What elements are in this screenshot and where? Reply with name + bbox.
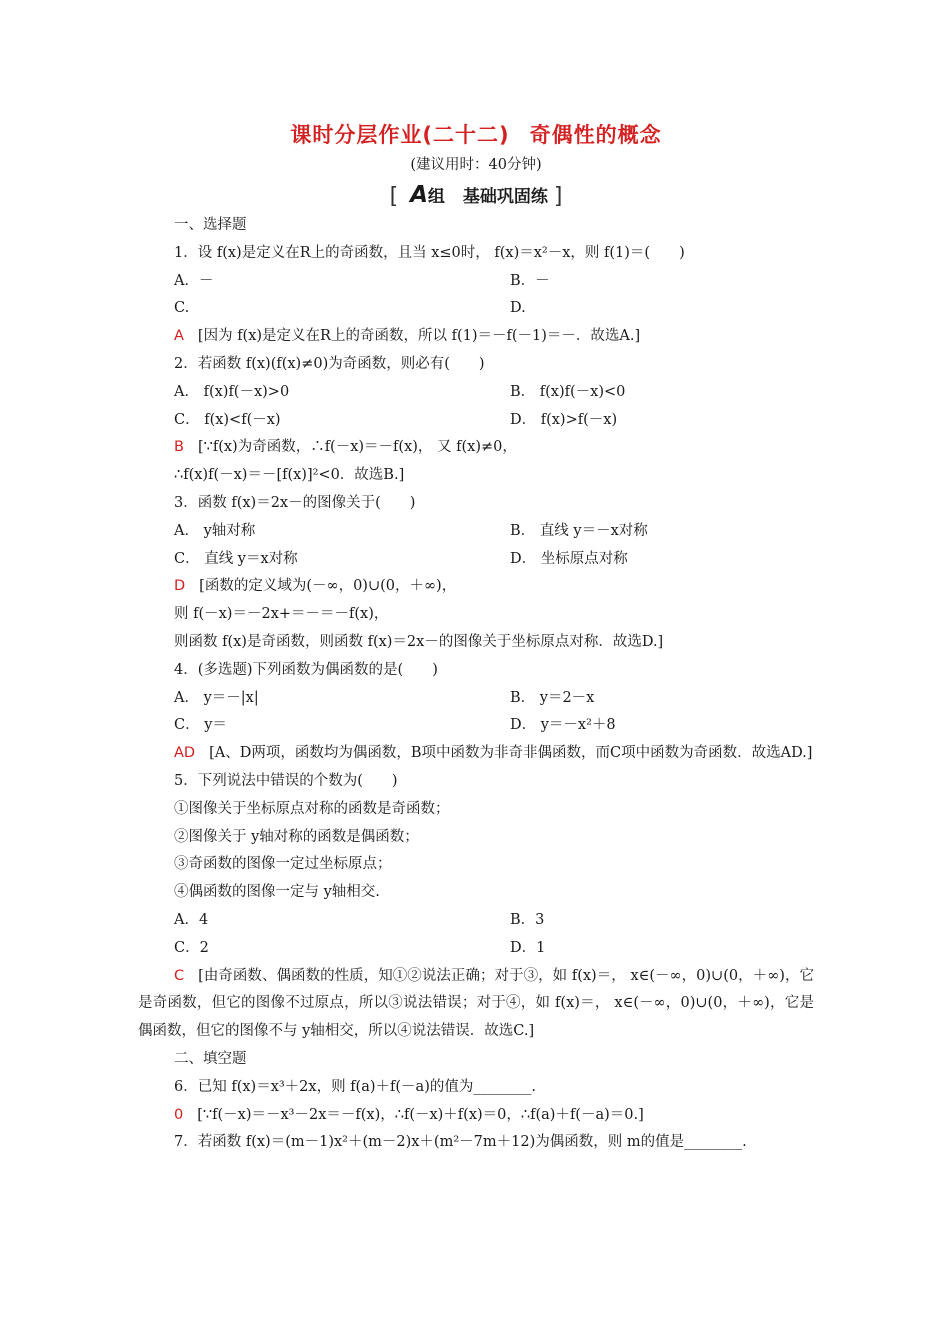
- q5-options-ab: [138, 907, 814, 935]
- q1-explanation: [因为 f(x)是定义在R上的奇函数，所以 f(1)＝－f(－1)＝－．故选A.]: [197, 328, 641, 345]
- section-heading-fill: 二、填空题: [174, 1050, 247, 1067]
- q1-options-cd: [138, 295, 814, 323]
- q6-explanation: [∵f(－x)＝－x³－2x＝－f(x)，∴f(－x)＋f(x)＝0，∴f(a)＋f(－a)＝0.]: [197, 1106, 644, 1123]
- q5-option-a: A．4: [174, 911, 209, 928]
- q4-stem: 4．(多选题)下列函数为偶函数的是( ): [174, 661, 438, 678]
- q3-option-a: A． y轴对称: [174, 522, 256, 539]
- q5-option-b: B．3: [510, 911, 545, 928]
- q5-statement-4: ④偶函数的图像一定与 y轴相交.: [174, 884, 380, 901]
- q2-option-d: D． f(x)>f(－x): [510, 411, 618, 428]
- q4-answer: [138, 740, 814, 768]
- q1-answer: [138, 323, 814, 351]
- q2-answer: [138, 434, 814, 462]
- group-name: 基础巩固练: [462, 187, 548, 207]
- q2-option-b: B． f(x)f(－x)<0: [510, 383, 626, 400]
- document-page: [138, 118, 814, 1157]
- q3-stem: 3．函数 f(x)＝2x－的图像关于( ): [174, 494, 416, 511]
- q5-answer-key: C: [174, 967, 185, 984]
- q1-answer-key: A: [174, 328, 184, 345]
- q3-answer-key: D: [174, 578, 186, 595]
- q5-option-d: D．1: [510, 939, 546, 956]
- q3-answer: [138, 573, 814, 601]
- q2-option-a: A． f(x)f(－x)>0: [174, 383, 290, 400]
- q5-explanation: [由奇函数、偶函数的性质，知①②说法正确；对于③，如 f(x)＝， x∈(－∞，0)∪(0，＋∞)，它是奇函数，但它的图像不过原点，所以③说法错误；对于④，如 f(x)＝， x∈(－∞，0)∪(0，＋∞)，它是偶函数，但它的图像不与 y轴相交，所以④说法错误．故选C.]: [138, 967, 814, 1040]
- q3-option-c: C． 直线 y＝x对称: [174, 550, 298, 567]
- q6-answer: [138, 1102, 814, 1130]
- q1-options-ab: [138, 268, 814, 296]
- title-part-b: 奇偶性的概念: [529, 123, 662, 147]
- group-zu: 组: [427, 187, 445, 207]
- q3-explanation-3: 则函数 f(x)是奇函数，则函数 f(x)＝2x－的图像关于坐标原点对称．故选D.]: [174, 633, 664, 650]
- title-part-a: 课时分层作业(二十二): [290, 123, 510, 147]
- q2-stem: 2．若函数 f(x)(f(x)≠0)为奇函数，则必有( ): [174, 355, 485, 372]
- q4-answer-key: AD: [174, 745, 196, 762]
- q1-stem: 1．设 f(x)是定义在R上的奇函数，且当 x≤0时， f(x)＝x²－x，则 f(1)＝( ): [174, 244, 685, 261]
- suggested-time: (建议用时：40分钟): [410, 157, 542, 173]
- q5-options-cd: [138, 935, 814, 963]
- q4-explanation: [A、D两项，函数均为偶函数，B项中函数为非奇非偶函数，而C项中函数为奇函数．故选AD.]: [209, 745, 813, 762]
- q2-options-cd: [138, 407, 814, 435]
- q4-option-b: B． y＝2－x: [510, 689, 595, 706]
- group-header: [138, 178, 814, 212]
- q2-explanation-2: ∴f(x)f(－x)＝－[f(x)]²<0．故选B.]: [174, 467, 405, 484]
- q2-explanation-1: [∵f(x)为奇函数，∴f(－x)＝－f(x)， 又 f(x)≠0，: [197, 439, 517, 456]
- bracket-right: ]: [553, 184, 563, 209]
- q3-options-cd: [138, 546, 814, 574]
- q3-options-ab: [138, 518, 814, 546]
- q6-stem: 6．已知 f(x)＝x³＋2x，则 f(a)＋f(－a)的值为________.: [174, 1078, 536, 1095]
- q7-stem: 7．若函数 f(x)＝(m－1)x²＋(m－2)x＋(m²－7m＋12)为偶函数，则 m的值是________.: [174, 1134, 747, 1151]
- section-heading-choice: 一、选择题: [174, 217, 247, 233]
- page-title: [138, 118, 814, 152]
- q4-option-a: A． y＝－|x|: [174, 689, 259, 706]
- q4-option-d: D． y＝－x²＋8: [510, 717, 616, 734]
- q5-statement-3: ③奇函数的图像一定过坐标原点；: [174, 856, 392, 873]
- q5-statement-2: ②图像关于 y轴对称的函数是偶函数；: [174, 828, 419, 845]
- q6-answer-key: 0: [174, 1106, 184, 1123]
- q1-option-b: B．－: [510, 272, 550, 289]
- q5-statement-1: ①图像关于坐标原点对称的函数是奇函数；: [174, 800, 450, 817]
- q1-option-d: D.: [510, 300, 526, 317]
- q3-explanation-2: 则 f(－x)＝－2x+＝－＝－f(x)，: [174, 606, 389, 623]
- q5-answer: [138, 963, 814, 1046]
- q4-option-c: C． y＝: [174, 717, 227, 734]
- q3-explanation-1: [函数的定义域为(－∞，0)∪(0，＋∞)，: [199, 578, 457, 595]
- q1-option-a: A．－: [174, 272, 214, 289]
- q5-option-c: C．2: [174, 939, 209, 956]
- q1-option-c: C.: [174, 300, 190, 317]
- q4-options-cd: [138, 712, 814, 740]
- group-letter: A: [410, 182, 428, 208]
- q5-stem: 5．下列说法中错误的个数为( ): [174, 772, 398, 789]
- bracket-left: [: [389, 184, 399, 209]
- q2-options-ab: [138, 379, 814, 407]
- q3-option-b: B． 直线 y＝－x对称: [510, 522, 648, 539]
- q2-answer-key: B: [174, 439, 184, 456]
- q4-options-ab: [138, 685, 814, 713]
- q2-option-c: C． f(x)<f(－x): [174, 411, 281, 428]
- q3-option-d: D． 坐标原点对称: [510, 550, 628, 567]
